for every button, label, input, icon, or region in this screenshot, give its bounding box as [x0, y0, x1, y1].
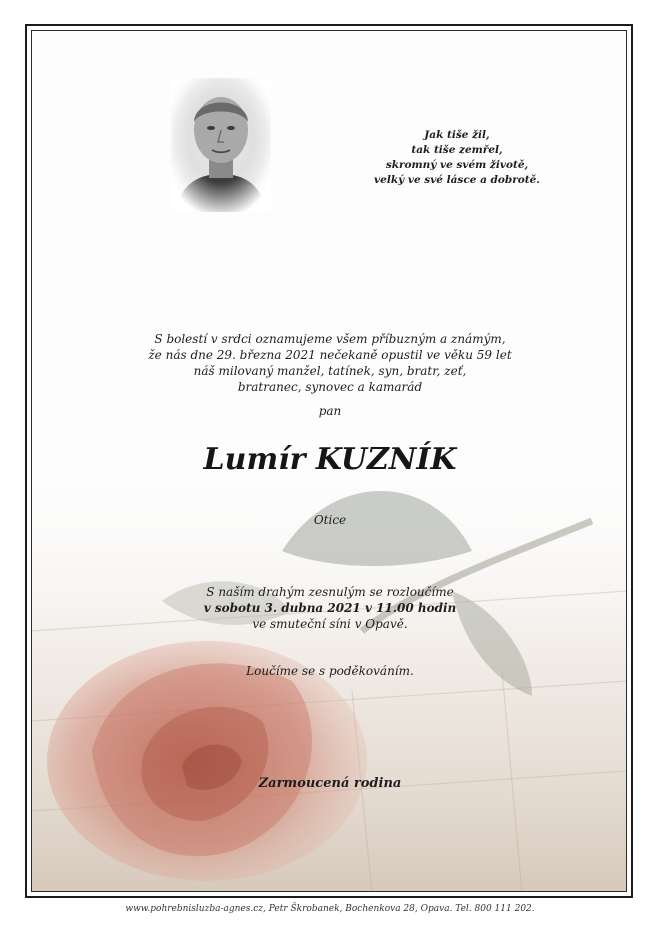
portrait-photo	[171, 78, 271, 212]
poem-line: Jak tiše žil,	[424, 129, 490, 141]
deceased-name: Lumír KUZNÍK	[203, 442, 457, 477]
farewell-text: Loučíme se s poděkováním.	[246, 664, 414, 678]
hometown: Otice	[313, 513, 347, 527]
death-announcement	[90, 331, 570, 395]
funeral-service-footer: www.pohrebnisluzba-agnes.cz, Petr Škrobanek, Bochenkova 28, Opava. Tel. 800 111 202.	[125, 904, 535, 914]
funeral-venue: ve smuteční síni v Opavě.	[252, 617, 408, 631]
memorial-poem	[372, 128, 542, 188]
funeral-details	[130, 584, 530, 632]
announcement-line: S bolestí v srdci oznamujeme všem příbuzným a známým,	[154, 332, 506, 346]
poem-line: skromný ve svém životě,	[385, 159, 529, 171]
announcement-line: náš milovaný manžel, tatínek, syn, bratr, zeť,	[193, 364, 467, 378]
title-word: pan	[318, 404, 342, 418]
poem-line: velký ve své lásce a dobrotě.	[374, 174, 540, 186]
funeral-date-time: v sobotu 3. dubna 2021 v 11.00 hodin	[203, 601, 457, 615]
announcement-line: že nás dne 29. března 2021 nečekaně opustil ve věku 59 let	[148, 348, 512, 362]
funeral-line: S naším drahým zesnulým se rozloučíme	[206, 585, 454, 599]
signature: Zarmoucená rodina	[258, 776, 402, 791]
announcement-line: bratranec, synovec a kamarád	[237, 380, 423, 394]
poem-line: tak tiše zemřel,	[411, 144, 503, 156]
